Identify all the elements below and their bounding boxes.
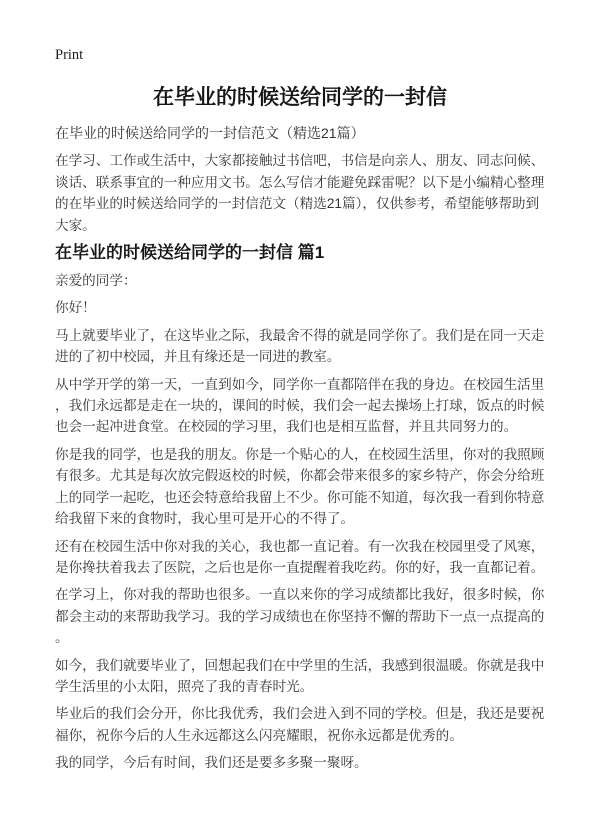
page-title: 在毕业的时候送给同学的一封信 <box>153 86 447 109</box>
letter-paragraph: 马上就要毕业了，在这毕业之际，我最舍不得的就是同学你了。我们是在同一天走进的了初中校园，并且有缘还是一同进的教室。 <box>55 327 545 365</box>
letter-greeting: 你好！ <box>55 300 96 316</box>
section-heading: 在毕业的时候送给同学的一封信 篇1 <box>55 243 325 263</box>
letter-paragraph: 还有在校园生活中你对我的关心，我也都一直记着。有一次我在校园里受了风寒，是你搀扶着我去了医院，之后也是你一直提醒着我吃药。你的好，我一直都记着。 <box>55 538 545 575</box>
print-link[interactable]: Print <box>55 47 84 63</box>
letter-paragraph: 你是我的同学，也是我的朋友。你是一个贴心的人，在校园生活里，你对的我照顾有很多。尤其是每次放完假返校的时候，你都会带来很多的家乡特产，你会分给班上的同学一起吃，也还会特意给我留上不少。你可能不知道，每次我一看到你特意给我留下来的食物时，我心里可是开心的不得了。 <box>55 446 545 527</box>
subtitle: 在毕业的时候送给同学的一封信范文（精选21篇） <box>55 125 365 141</box>
letter-paragraph: 我的同学，今后有时间，我们还是要多多聚一聚呀。 <box>55 755 368 771</box>
letter-salutation: 亲爱的同学： <box>55 273 137 289</box>
letter-paragraph: 如今，我们就要毕业了，回想起我们在中学里的生活，我感到很温暖。你就是我中学生活里的小太阳，照亮了我的青春时光。 <box>55 657 545 694</box>
letter-paragraph: 毕业后的我们会分开，你比我优秀，我们会进入到不同的学校。但是，我还是要祝福你，祝你今后的人生永远都这么闪亮耀眼，祝你永远都是优秀的。 <box>55 706 545 743</box>
intro-paragraph: 在学习、工作或生活中，大家都接触过书信吧，书信是向亲人、朋友、同志问候、谈话、联系事宜的一种应用文书。怎么写信才能避免踩雷呢？以下是小编精心整理的在毕业的时候送给同学的一封信范文（精选21篇），仅供参考，希望能够帮助到大家。 <box>55 153 545 233</box>
letter-paragraph: 在学习上，你对我的帮助也很多。一直以来你的学习成绩都比我好，很多时候，你都会主动的来帮助我学习。我的学习成绩也在你坚持不懈的帮助下一点一点提高的。 <box>55 587 545 646</box>
letter-paragraph: 从中学开学的第一天，一直到如今，同学你一直都陪伴在我的身边。在校园生活里，我们永远都是走在一块的，课间的时候，我们会一起去操场上打球，饭点的时候也会一起冲进食堂。在校园的学习里，我们也是相互监督，并且共同努力的。 <box>55 376 545 435</box>
